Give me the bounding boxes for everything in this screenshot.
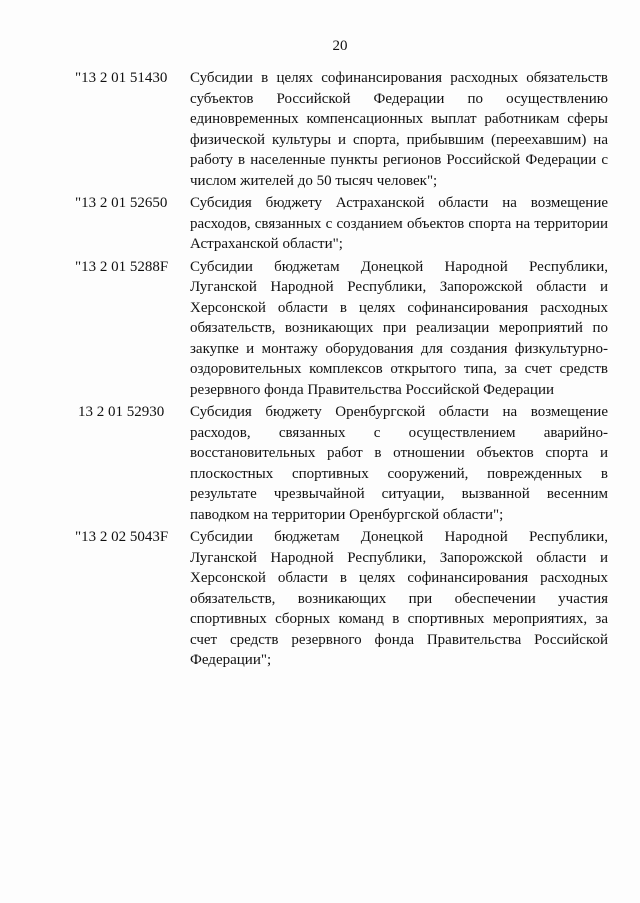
budget-classification-code: 13 2 01 52930 xyxy=(78,404,165,420)
budget-entry xyxy=(0,402,640,525)
budget-classification-code: "13 2 02 5043F xyxy=(75,529,169,545)
budget-entry xyxy=(0,68,640,191)
budget-classification-code: "13 2 01 5288F xyxy=(75,258,169,275)
page-number: 20 xyxy=(332,38,348,54)
budget-entry-description: Субсидия бюджету Астраханской области на возмещение расходов, связанных с созданием объектов спорта на территории Астраханской области"; xyxy=(190,195,608,252)
budget-entry xyxy=(0,257,640,401)
budget-entry xyxy=(0,527,640,671)
budget-entry-description: Субсидии бюджетам Донецкой Народной Республики, Луганской Народной Республики, Запорожской области и Херсонской области в целях софинансирования расходных обязательств, возникающих при обеспечении участия спортивных сборных команд в спортивных мероприятиях, за счет средств резервного фонда Правительства Российской Федерации"; xyxy=(190,529,608,668)
budget-classification-code: "13 2 01 51430 xyxy=(75,70,168,86)
budget-entry-description: Субсидии бюджетам Донецкой Народной Республики, Луганской Народной Республики, Запорожской области и Херсонской области в целях софинансирования расходных обязательств, возникающих при реализации мероприятий по закупке и монтажу оборудования для создания физкультурно-оздоровительных комплексов открытого типа, за счет средств резервного фонда Правительства Российской Федерации xyxy=(190,258,608,398)
budget-entry-description: Субсидия бюджету Оренбургской области на возмещение расходов, связанных с осуществлением аварийно-восстановительных работ в отношении объектов спорта и плоскостных спортивных сооружений, поврежденных в результате чрезвычайной ситуации, вызванной весенним паводком на территории Оренбургской области"; xyxy=(190,404,608,523)
budget-classification-code: "13 2 01 52650 xyxy=(75,195,168,211)
budget-entries-list xyxy=(0,68,640,673)
budget-entry xyxy=(0,193,640,255)
budget-entry-description: Субсидии в целях софинансирования расходных обязательств субъектов Российской Федерации по осуществлению единовременных компенсационных выплат работникам сферы физической культуры и спорта, прибывшим (переехавшим) на работу в населенные пункты регионов Российской Федерации с числом жителей до 50 тысяч человек"; xyxy=(190,70,608,189)
